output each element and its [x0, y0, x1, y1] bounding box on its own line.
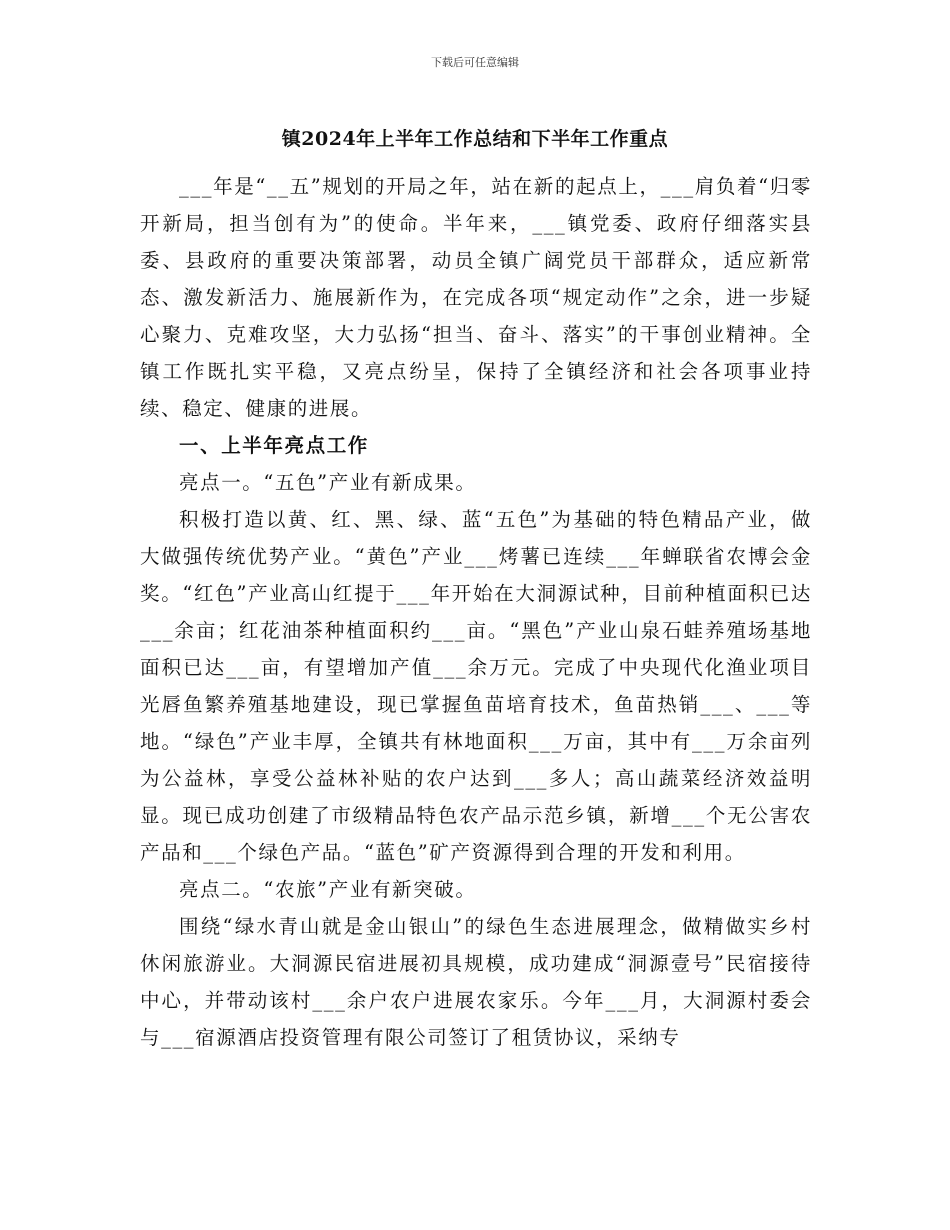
highlight-two-paragraph: 围绕“绿水青山就是金山银山”的绿色生态进展理念，做精做实乡村休闲旅游业。大洞源民宿进展初具规模，成功建成“洞源壹号”民宿接待中心，并带动该村___余户农户进展农家乐。今年___月，大洞源村委会与___宿源酒店投资管理有限公司签订了租赁协议，采纳专	[140, 915, 812, 1049]
intro-paragraph: ___年是“__五”规划的开局之年，站在新的起点上，___肩负着“归零开新局，担当创有为”的使命。半年来，___镇党委、政府仔细落实县委、县政府的重要决策部署，动员全镇广阔党员干部群众，适应新常态、激发新活力、施展新作为，在完成各项“规定动作”之余，进一步疑心聚力、克难攻坚，大力弘扬“担当、奋斗、落实”的干事创业精神。全镇工作既扎实平稳，又亮点纷呈，保持了全镇经济和社会各项事业持续、稳定、健康的进展。	[140, 175, 812, 420]
section-heading: 一、上半年亮点工作	[179, 434, 369, 457]
document-body	[140, 168, 812, 1056]
highlight-one-paragraph: 积极打造以黄、红、黑、绿、蓝“五色”为基础的特色精品产业，做大做强传统优势产业。“黄色”产业___烤薯已连续___年蝉联省农博会金奖。“红色”产业高山红提于___年开始在大洞源试种，目前种植面积已达___余亩；红花油茶种植面积约___亩。“黑色”产业山泉石蛙养殖场基地面积已达___亩，有望增加产值___余万元。完成了中央现代化渔业项目光唇鱼繁养殖基地建设，现已掌握鱼苗培育技术，鱼苗热销___、___等地。“绿色”产业丰厚，全镇共有林地面积___万亩，其中有___万余亩列为公益林，享受公益林补贴的农户达到___多人；高山蔬菜经济效益明显。现已成功创建了市级精品特色农产品示范乡镇，新增___个无公害农产品和___个绿色产品。“蓝色”矿产资源得到合理的开发和利用。	[140, 508, 812, 864]
highlight-two-heading: 亮点二。“农旅”产业有新突破。	[179, 878, 477, 901]
highlight-one-heading: 亮点一。“五色”产业有新成果。	[179, 471, 477, 494]
document-title: 镇2024年上半年工作总结和下半年工作重点	[281, 128, 669, 150]
page-header-note: 下载后可任意编辑	[431, 56, 519, 69]
